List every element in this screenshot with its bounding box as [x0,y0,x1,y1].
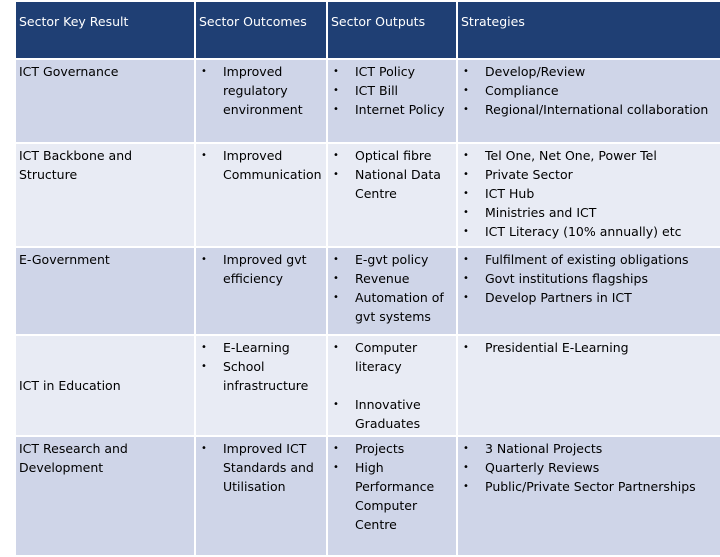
list-item: • Tel One, Net One, Power Tel [461,146,716,165]
list-item: • Internet Policy [331,100,452,119]
list-item: • Improved Communication [199,146,322,184]
header-strategies: Strategies [458,2,720,58]
outcomes-cell [196,248,326,334]
list-item: • Improved gvt efficiency [199,250,322,288]
list-item: • Improved ICT Standards and Utilisation [199,439,322,496]
table-row [16,437,720,555]
outputs-cell [328,60,456,142]
list-item: • Quarterly Reviews [461,458,716,477]
key-result-cell: ICT Governance [16,60,194,142]
header-outcomes: Sector Outcomes [196,2,326,58]
list-item: • Develop Partners in ICT [461,288,716,307]
list-item: • High Performance Computer Centre [331,458,452,534]
key-result-cell: ICT in Education [16,336,194,435]
list-item: • ICT Hub [461,184,716,203]
list-item: • E-Learning [199,338,322,357]
table-row [16,144,720,246]
list-item: • Private Sector [461,165,716,184]
strategies-cell [458,248,720,334]
outcomes-cell [196,437,326,555]
outcomes-cell [196,60,326,142]
list-item: • Regional/International collaboration [461,100,716,119]
outputs-cell [328,248,456,334]
list-item: • Fulfilment of existing obligations [461,250,716,269]
list-item: • School infrastructure [199,357,322,395]
list-item: • Improved regulatory environment [199,62,322,119]
list-item: • ICT Bill [331,81,452,100]
list-item: • ICT Policy [331,62,452,81]
header-outputs: Sector Outputs [328,2,456,58]
list-item: • 3 National Projects [461,439,716,458]
outputs-cell [328,144,456,246]
table-row [16,248,720,334]
list-item: • Govt institutions flagships [461,269,716,288]
outputs-cell [328,336,456,435]
outcomes-cell [196,336,326,435]
strategies-cell [458,144,720,246]
header-row [16,2,720,58]
list-item: • Optical fibre [331,146,452,165]
list-item: • Computer literacy [331,338,452,376]
list-item: • Public/Private Sector Partnerships [461,477,716,496]
outcomes-cell [196,144,326,246]
outputs-cell [328,437,456,555]
header-key-result: Sector Key Result [16,2,194,58]
list-item: • National Data Centre [331,165,452,203]
list-item: • Develop/Review [461,62,716,81]
sector-table [14,0,720,557]
list-item: • Automation of gvt systems [331,288,452,326]
list-item: • Ministries and ICT [461,203,716,222]
list-item: • E-gvt policy [331,250,452,269]
key-result-cell: ICT Research and Development [16,437,194,555]
list-item: • Presidential E-Learning [461,338,716,357]
list-item: • Revenue [331,269,452,288]
table-row [16,60,720,142]
strategies-cell [458,60,720,142]
list-item: • Innovative Graduates [331,395,452,433]
list-item: • Projects [331,439,452,458]
key-result-cell: E-Government [16,248,194,334]
list-item: • ICT Literacy (10% annually) etc [461,222,716,241]
list-item: • Compliance [461,81,716,100]
table-row [16,336,720,435]
key-result-cell: ICT Backbone and Structure [16,144,194,246]
strategies-cell [458,336,720,435]
strategies-cell [458,437,720,555]
